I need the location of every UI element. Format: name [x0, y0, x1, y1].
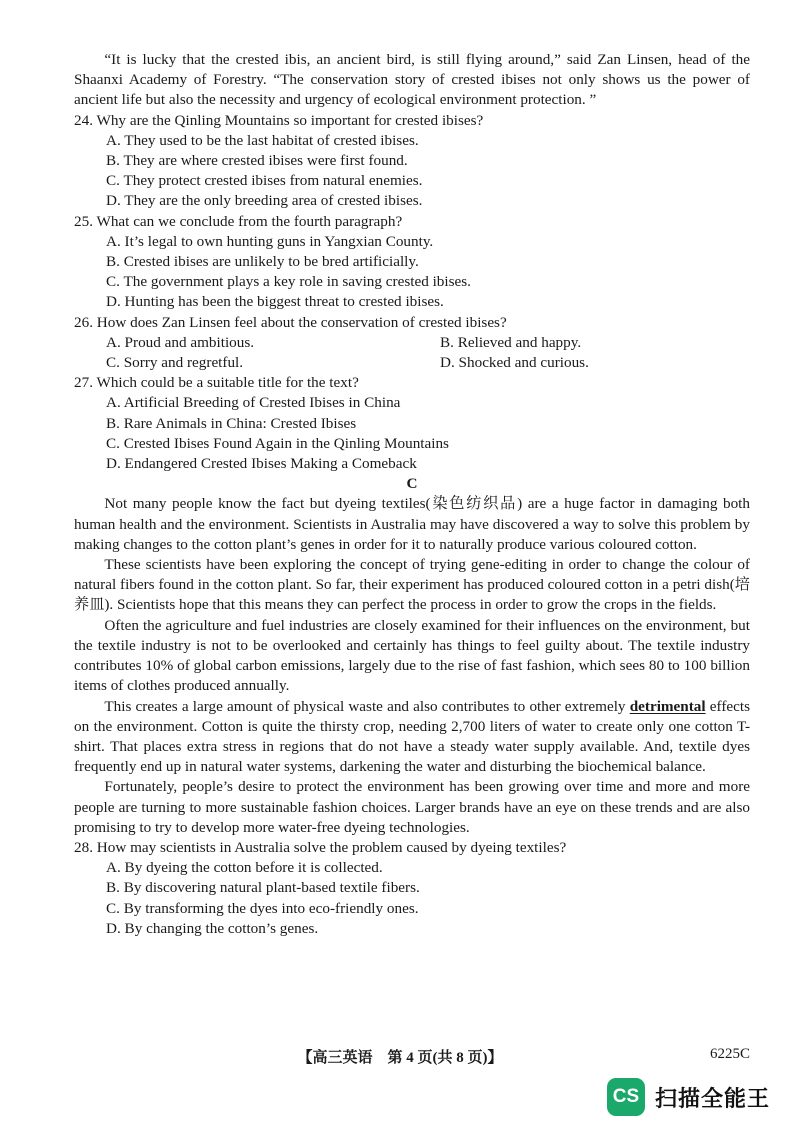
exam-page: [74, 50, 750, 939]
question-24-option-d: D. They are the only breeding area of crested ibises.: [106, 192, 423, 210]
keyword-detrimental: detrimental: [629, 697, 706, 715]
question-26-options-row-2: [74, 353, 750, 373]
camscanner-label: 扫描全能王: [654, 1086, 770, 1112]
question-27-stem: 27. Which could be a suitable title for the text?: [74, 374, 359, 392]
page-number-label: 【高三英语 第 4 页(共 8 页)】: [297, 1050, 503, 1066]
paragraph-4-rest: effects on the environment. Cotton is quite the thirsty crop, needing 2,700 liters of water to create only one cotton T-shirt. That places extra stress in regions that do not have a steady water supply available. And, textile dyes frequently end up in natural water systems, darkening the water and disturbing the biochemical balance.: [74, 697, 750, 776]
question-26-option-a: A. Proud and ambitious.: [106, 333, 255, 351]
section-c-paragraph-5: Fortunately, people’s desire to protect the environment has been growing over time and more and more people are turning to more sustainable fashion choices. Larger brands have an eye on these trends and are also promising to try to develop more water-free dyeing technologies.: [74, 778, 750, 836]
question-25-stem: 25. What can we conclude from the fourth paragraph?: [74, 212, 403, 230]
page-footer: [0, 1046, 800, 1070]
section-c-paragraph-2: These scientists have been exploring the concept of trying gene-editing in order to change the colour of natural fibers found in the cotton plant. So far, their experiment has produced coloured cotton in a petri dish(培养皿). Scientists hope that this means they can perfect the process in order to grow the crops in the fields.: [74, 556, 750, 614]
quote-paragraph: “It is lucky that the crested ibis, an ancient bird, is still flying around,” said Zan Linsen, head of the Shaanxi Academy of Forestry. “The conservation story of crested ibises not only shows us the power of ancient life but also the necessity and urgency of ecological environment protection. ”: [74, 51, 750, 109]
camscanner-logo-icon: CS: [607, 1078, 645, 1116]
camscanner-watermark: [607, 1078, 770, 1116]
question-26-option-b: B. Relieved and happy.: [440, 333, 582, 351]
question-24-option-c: C. They protect crested ibises from natural enemies.: [106, 172, 423, 190]
question-25-option-b: B. Crested ibises are unlikely to be bred artificially.: [106, 253, 419, 271]
question-24-option-b: B. They are where crested ibises were first found.: [106, 152, 408, 170]
question-26-options-row-1: [74, 333, 750, 353]
question-25-option-c: C. The government plays a key role in saving crested ibises.: [106, 273, 471, 291]
question-28-option-d: D. By changing the cotton’s genes.: [106, 919, 319, 937]
section-c-heading: C: [406, 475, 418, 493]
exam-code: 6225C: [709, 1046, 750, 1062]
question-27-option-b: B. Rare Animals in China: Crested Ibises: [106, 414, 357, 432]
question-26-option-c: C. Sorry and regretful.: [106, 354, 244, 372]
question-25-option-a: A. It’s legal to own hunting guns in Yangxian County.: [106, 232, 434, 250]
question-26-stem: 26. How does Zan Linsen feel about the conservation of crested ibises?: [74, 313, 507, 331]
section-c-paragraph-3: Often the agriculture and fuel industries are closely examined for their influences on the environment, but the textile industry is not to be overlooked and certainly has things to feel guilty about. The textile industry contributes 10% of global carbon emissions, largely due to the rise of fast fashion, which sees 80 to 100 billion items of clothes produced annually.: [74, 616, 750, 695]
question-27-option-a: A. Artificial Breeding of Crested Ibises in China: [106, 394, 401, 412]
question-24-stem: 24. Why are the Qinling Mountains so important for crested ibises?: [74, 111, 484, 129]
question-28-option-a: A. By dyeing the cotton before it is collected.: [106, 859, 383, 877]
question-24-option-a: A. They used to be the last habitat of crested ibises.: [106, 131, 419, 149]
paragraph-4-lead: This creates a large amount of physical waste and also contributes to other extremely: [104, 697, 630, 715]
question-28-option-c: C. By transforming the dyes into eco-friendly ones.: [106, 899, 419, 917]
question-28-option-b: B. By discovering natural plant-based textile fibers.: [106, 879, 420, 897]
question-26-option-d: D. Shocked and curious.: [440, 354, 589, 372]
question-25-option-d: D. Hunting has been the biggest threat to crested ibises.: [106, 293, 444, 311]
section-c-paragraph-1: Not many people know the fact but dyeing textiles(染色纺织品) are a huge factor in damaging both human health and the environment. Scientists in Australia may have discovered a way to solve this problem by making changes to the cotton plant’s genes in order for it to naturally produce various coloured cotton.: [74, 495, 750, 553]
question-27-option-d: D. Endangered Crested Ibises Making a Comeback: [106, 455, 417, 473]
section-c-paragraph-4: [74, 697, 750, 778]
question-28-stem: 28. How may scientists in Australia solve the problem caused by dyeing textiles?: [74, 838, 567, 856]
question-27-option-c: C. Crested Ibises Found Again in the Qinling Mountains: [106, 434, 449, 452]
